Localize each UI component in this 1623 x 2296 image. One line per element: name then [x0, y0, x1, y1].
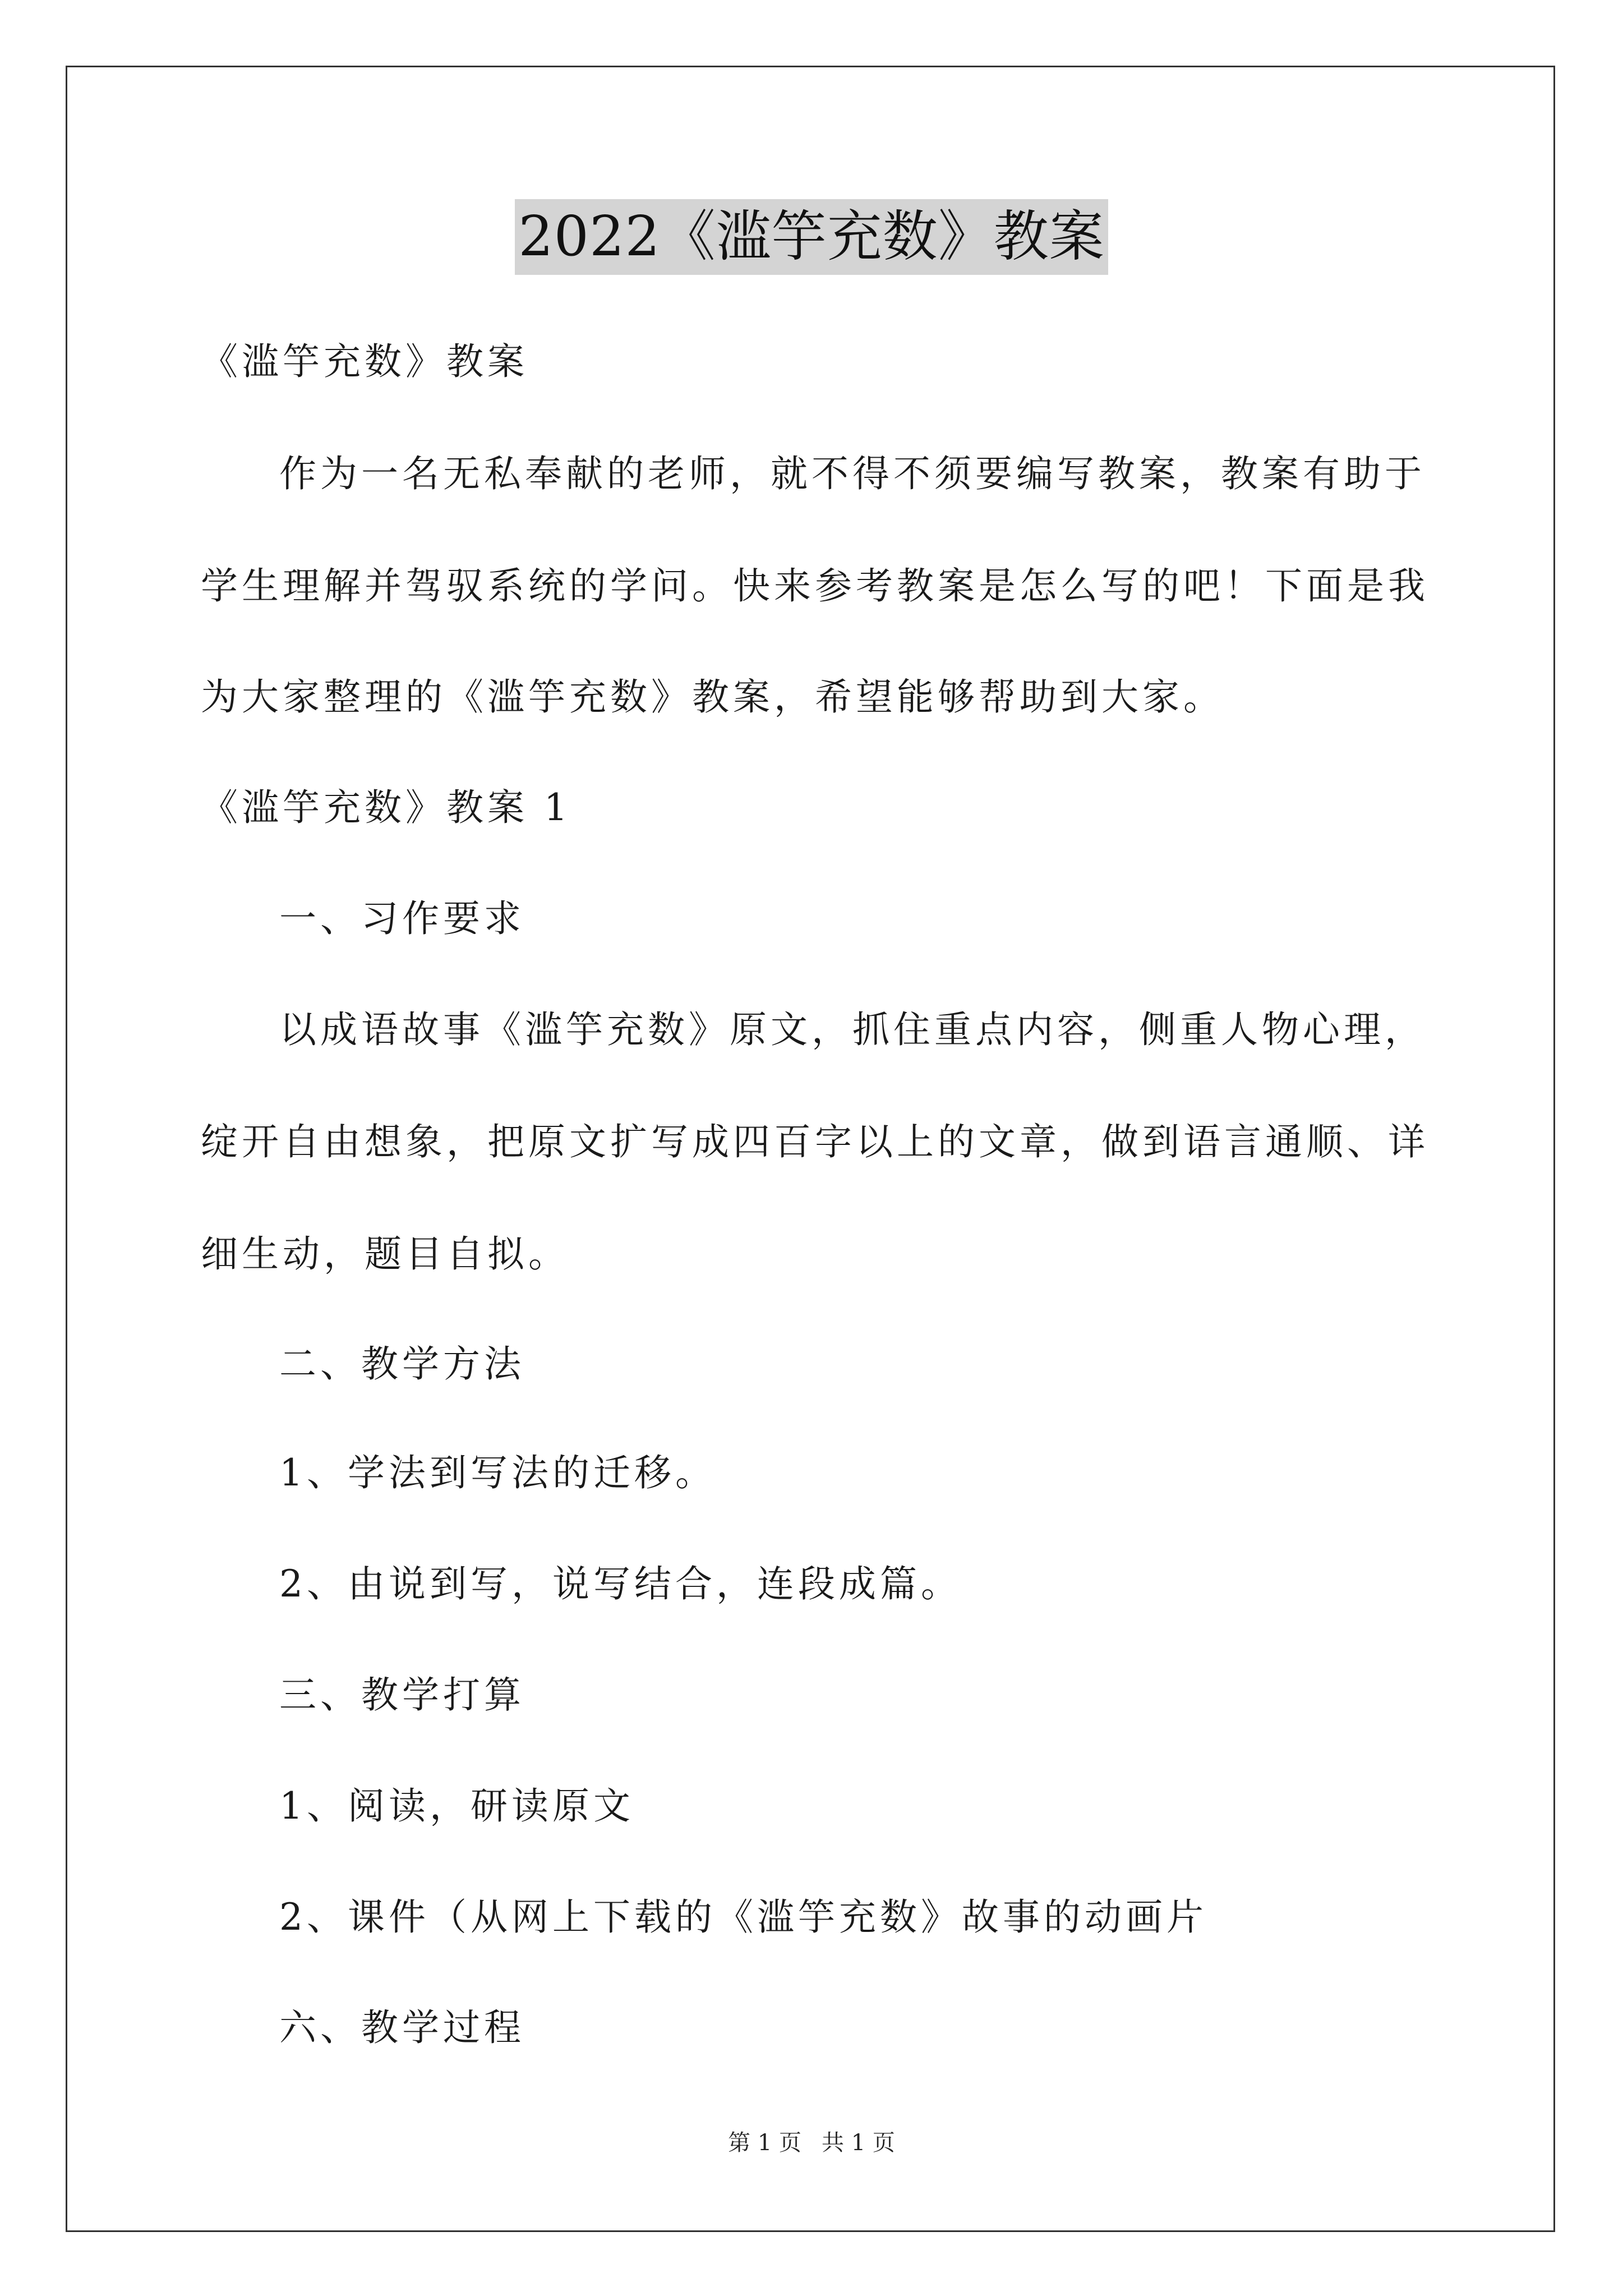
- list-item: 2、课件（从网上下载的《滥竽充数》故事的动画片: [279, 1895, 1207, 1939]
- paragraph-line: 以成语故事《滥竽充数》原文，抓住重点内容，侧重人物心理，: [279, 1008, 1426, 1051]
- heading-intro: 《滥竽充数》教案: [201, 340, 528, 383]
- paragraph-line: 作为一名无私奉献的老师，就不得不须要编写教案，教案有助于: [279, 452, 1426, 495]
- section-heading: 《滥竽充数》教案 1: [201, 786, 571, 829]
- list-item: 1、阅读，研读原文: [279, 1784, 634, 1828]
- list-item: 1、学法到写法的迁移。: [279, 1451, 716, 1494]
- subsection-heading: 三、教学打算: [279, 1673, 525, 1717]
- title-area: [0, 199, 1623, 275]
- list-item: 2、由说到写，说写结合，连段成篇。: [279, 1562, 962, 1605]
- page-footer: [0, 2126, 1623, 2160]
- paragraph-line: 绽开自由想象，把原文扩写成四百字以上的文章，做到语言通顺、详: [201, 1120, 1429, 1163]
- paragraph-line: 细生动，题目自拟。: [201, 1232, 569, 1276]
- page-total: 共 1 页: [822, 2130, 895, 2156]
- subsection-heading: 一、习作要求: [279, 897, 525, 940]
- subsection-heading: 二、教学方法: [279, 1342, 525, 1386]
- subsection-heading: 六、教学过程: [279, 2006, 525, 2049]
- paragraph-line: 学生理解并驾驭系统的学问。快来参考教案是怎么写的吧！下面是我: [201, 564, 1429, 608]
- paragraph-line: 为大家整理的《滥竽充数》教案，希望能够帮助到大家。: [201, 675, 1224, 719]
- page-number: 第 1 页: [728, 2130, 801, 2156]
- page-title: 2022《滥竽充数》教案: [515, 199, 1108, 275]
